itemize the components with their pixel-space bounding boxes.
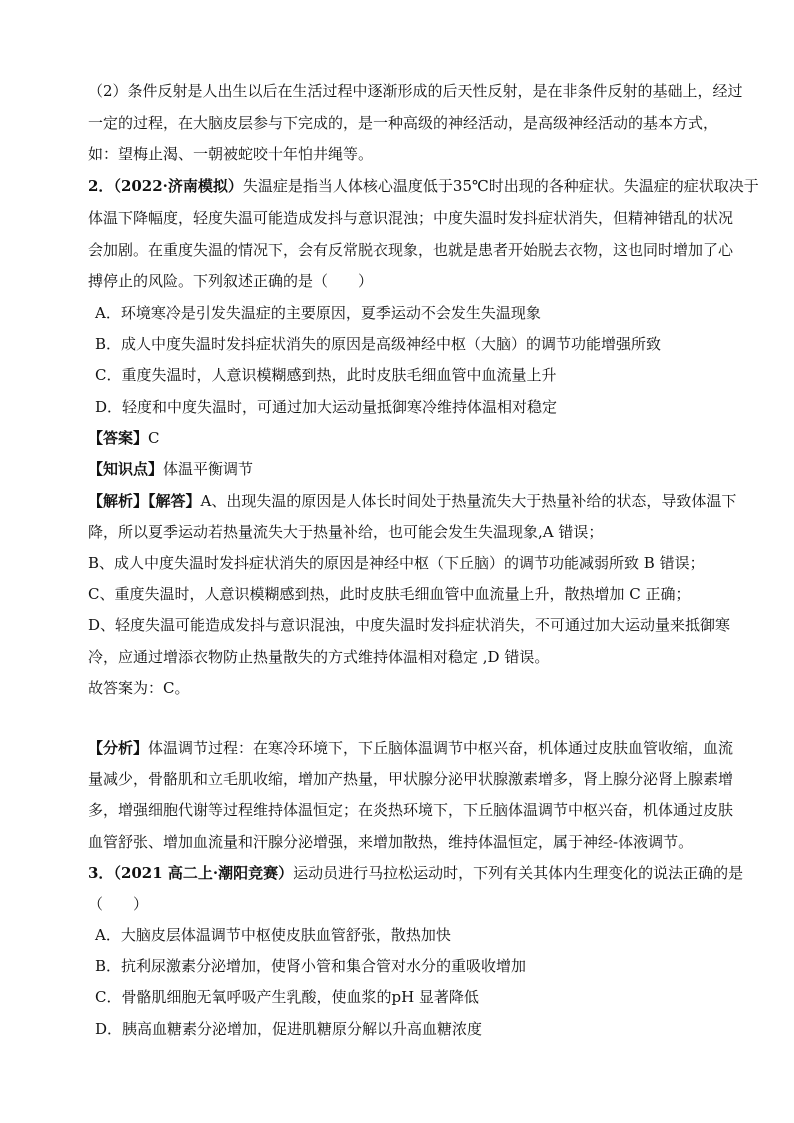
- question-source: （2021 高二上·潮阳竞赛）: [113, 864, 294, 882]
- option-c: C．重度失温时，人意识模糊感到热，此时皮肤毛细血管中血流量上升: [95, 366, 557, 384]
- option-d: D．胰高血糖素分泌增加，促进肌糖原分解以升高血糖浓度: [95, 1020, 483, 1038]
- stem-text: 运动员进行马拉松运动时，下列有关其体内生理变化的说法正确的是: [293, 864, 744, 882]
- fenxi-label: 【分析】: [88, 739, 149, 757]
- final-answer-line: 故答案为：C。: [88, 679, 190, 697]
- question-stem-line: （ ）: [88, 895, 149, 913]
- solution-line: C、重度失温时，人意识模糊感到热，此时皮肤毛细血管中血流量上升，散热增加 C 正确；: [88, 585, 691, 603]
- solution-label: 【解答】: [148, 492, 201, 510]
- analysis-line: [88, 491, 737, 511]
- solution-line: D、轻度失温可能造成发抖与意识混浊，中度失温时发抖症状消失，不可通过加大运动量来抵御寒: [88, 616, 731, 634]
- fenxi-text: 体温调节过程：在寒冷环境下，下丘脑体温调节中枢兴奋，机体通过皮肤血管收缩，血流: [148, 739, 734, 757]
- solution-line: B、成人中度失温时发抖症状消失的原因是神经中枢（下丘脑）的调节功能减弱所致 B 错误；: [88, 554, 705, 572]
- knowledge-value: 体温平衡调节: [163, 460, 254, 478]
- question-2-stem: [88, 176, 759, 196]
- option-c: C．骨骼肌细胞无氧呼吸产生乳酸，使血浆的pH 显著降低: [95, 988, 479, 1006]
- analysis-label: 【解析】: [88, 492, 149, 510]
- paragraph-line: 如：望梅止渴、一朝被蛇咬十年怕井绳等。: [88, 145, 374, 163]
- question-number: 2．: [88, 177, 114, 195]
- fenxi-line: [88, 738, 734, 758]
- paragraph-line: （2）条件反射是人出生以后在生活过程中逐渐形成的后天性反射，是在非条件反射的基础上，经过: [88, 82, 743, 100]
- option-b: B．成人中度失温时发抖症状消失的原因是高级神经中枢（大脑）的调节功能增强所致: [95, 335, 662, 353]
- option-a: A．环境寒冷是引发失温症的主要原因，夏季运动不会发生失温现象: [95, 304, 541, 322]
- question-source: （2022·济南模拟）: [113, 177, 243, 195]
- question-stem-line: 会加剧。在重度失温的情况下，会有反常脱衣现象，也就是患者开始脱去衣物，这也同时增加了心: [88, 241, 734, 259]
- option-b: B．抗利尿激素分泌增加，使肾小管和集合管对水分的重吸收增加: [95, 957, 527, 975]
- option-d: D．轻度和中度失温时，可通过加大运动量抵御寒冷维持体温相对稳定: [95, 398, 558, 416]
- stem-text: 失温症是指当人体核心温度低于35℃时出现的各种症状。失温症的症状取决于: [242, 177, 759, 195]
- fenxi-line: 多，增强细胞代谢等过程维持体温恒定；在炎热环境下，下丘脑体温调节中枢兴奋，机体通过皮肤: [88, 801, 734, 819]
- solution-line: 冷，应通过增添衣物防止热量散失的方式维持体温相对稳定 ,D 错误。: [88, 648, 550, 666]
- answer-value: C: [148, 429, 160, 447]
- knowledge-label: 【知识点】: [88, 460, 164, 478]
- question-stem-line: 体温下降幅度，轻度失温可能造成发抖与意识混浊；中度失温时发抖症状消失，但精神错乱的状况: [88, 209, 734, 227]
- answer-line: [88, 428, 718, 448]
- question-number: 3．: [88, 864, 114, 882]
- answer-label: 【答案】: [88, 429, 149, 447]
- fenxi-line: 血管舒张、增加血流量和汗腺分泌增强，来增加散热，维持体温恒定，属于神经-体液调节。: [88, 833, 694, 851]
- knowledge-line: [88, 459, 718, 479]
- question-stem-line: 搏停止的风险。下列叙述正确的是（ ）: [88, 272, 374, 290]
- paragraph-line: 一定的过程，在大脑皮层参与下完成的，是一种高级的神经活动，是高级神经活动的基本方式，: [88, 114, 719, 132]
- fenxi-line: 量减少，骨骼肌和立毛肌收缩，增加产热量，甲状腺分泌甲状腺激素增多，肾上腺分泌肾上腺素增: [88, 770, 734, 788]
- option-a: A．大脑皮层体温调节中枢使皮肤血管舒张，散热加快: [95, 926, 451, 944]
- solution-line: 降，所以夏季运动若热量流失大于热量补给，也可能会发生失温现象,A 错误；: [88, 523, 604, 541]
- question-3-stem: [88, 863, 744, 883]
- solution-text: A、出现失温的原因是人体长时间处于热量流失大于热量补给的状态，导致体温下: [200, 492, 737, 510]
